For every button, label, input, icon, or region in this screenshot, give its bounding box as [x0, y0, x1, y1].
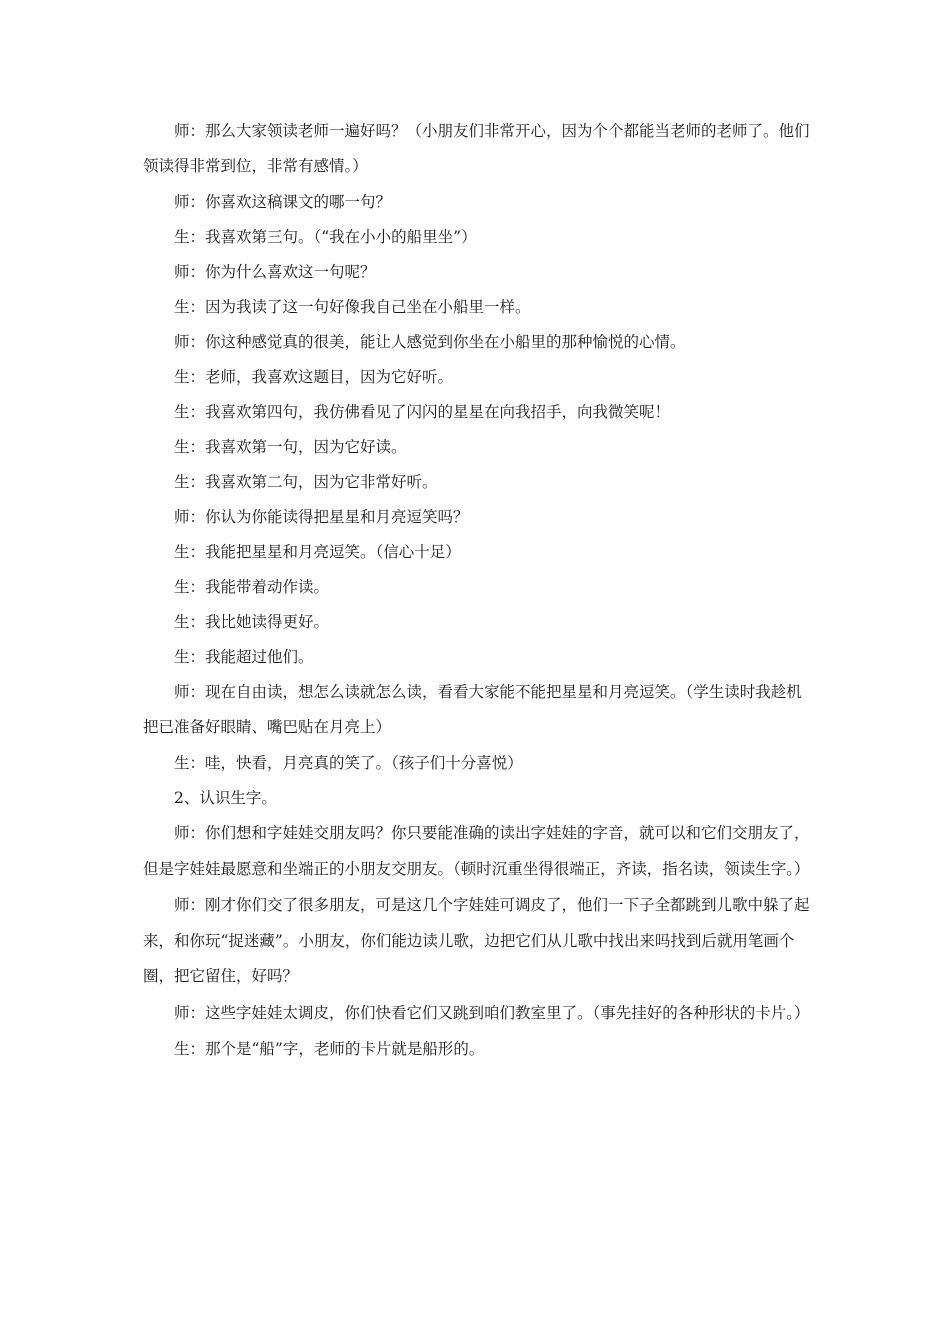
paragraph: 师：那么大家领读老师一遍好吗？（小朋友们非常开心，因为个个都能当老师的老师了。他们领读得非常到位，非常有感情。）	[143, 122, 810, 175]
paragraph: 生：哇，快看，月亮真的笑了。（孩子们十分喜悦）	[174, 754, 523, 772]
paragraph: 生：我喜欢第四句，我仿佛看见了闪闪的星星在向我招手，向我微笑呢！	[174, 403, 671, 421]
paragraph: 生：我能带着动作读。	[174, 578, 330, 596]
paragraph: 生：那个是“船”字，老师的卡片就是船形的。	[174, 1039, 485, 1058]
paragraph: 生：我喜欢第三句。（“我在小小的船里坐”）	[174, 228, 477, 246]
paragraph: 生：我能把星星和月亮逗笑。（信心十足）	[174, 543, 461, 561]
paragraph: 生：我喜欢第二句，因为它非常好听。	[174, 473, 438, 491]
paragraph: 师：这些字娃娃太调皮，你们快看它们又跳到咱们教室里了。（事先挂好的各种形状的卡片。）	[174, 1003, 810, 1022]
paragraph: 生：我喜欢第一句，因为它好读。	[174, 438, 407, 456]
paragraph: 2、认识生字。	[174, 789, 277, 807]
paragraph: 生：因为我读了这一句好像我自己坐在小船里一样。	[174, 298, 531, 316]
paragraph: 师：你为什么喜欢这一句呢？	[174, 263, 376, 281]
paragraph: 师：你认为你能读得把星星和月亮逗笑吗？	[174, 508, 469, 526]
paragraph: 师：你这种感觉真的很美，能让人感觉到你坐在小船里的那种愉悦的心情。	[174, 333, 686, 351]
paragraph: 师：你喜欢这稿课文的哪一句？	[174, 193, 392, 211]
paragraph: 生：我比她读得更好。	[174, 613, 330, 631]
paragraph: 生：老师，我喜欢这题目，因为它好听。	[174, 368, 454, 386]
paragraph: 师：现在自由读，想怎么读就怎么读，看看大家能不能把星星和月亮逗笑。（学生读时我趁机把已准备好眼睛、嘴巴贴在月亮上）	[143, 683, 802, 736]
paragraph: 生：我能超过他们。	[174, 648, 314, 666]
paragraph: 师：你们想和字娃娃交朋友吗？你只要能准确的读出字娃娃的字音，就可以和它们交朋友了，但是字娃娃最愿意和坐端正的小朋友交朋友。（顿时沉重坐得很端正，齐读，指名读，领读生字。）	[143, 824, 810, 878]
paragraph: 师：刚才你们交了很多朋友，可是这几个字娃娃可调皮了，他们一下子全都跳到儿歌中躲了起来，和你玩“捉迷藏”。小朋友，你们能边读儿歌，边把它们从儿歌中找出来吗找到后就用笔画个圈，把它留住，好吗？	[143, 896, 810, 985]
document-body	[143, 121, 810, 1074]
